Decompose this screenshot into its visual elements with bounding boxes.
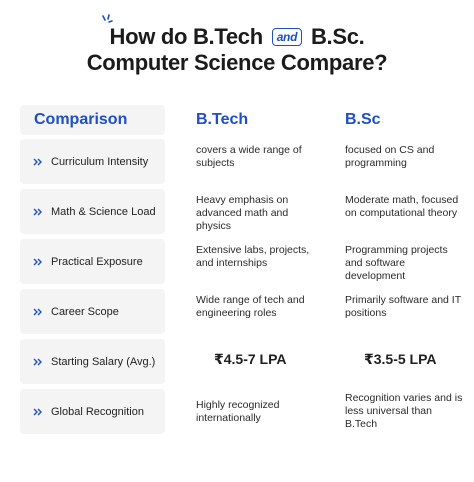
table-row	[0, 139, 474, 184]
page-title	[0, 24, 474, 76]
header-bsc: B.Sc	[345, 111, 381, 128]
row-label-box	[20, 289, 165, 334]
btech-salary: ₹4.5-7 LPA	[214, 351, 287, 367]
header-btech: B.Tech	[196, 111, 249, 128]
double-chevron-right-icon	[33, 258, 43, 266]
title-part-2: B.Sc.	[310, 24, 365, 49]
title-line-2: Computer Science Compare?	[86, 50, 388, 75]
table-row	[0, 389, 474, 434]
header-comparison: Comparison	[20, 105, 165, 135]
row-label: Math & Science Load	[51, 205, 156, 218]
bsc-cell: focused on CS and programming	[345, 144, 435, 169]
row-label: Curriculum Intensity	[51, 155, 149, 168]
and-badge: and	[272, 28, 302, 46]
table-row	[0, 339, 474, 384]
bsc-cell: Programming projects and software development	[345, 244, 448, 282]
row-label-box	[20, 139, 165, 184]
row-label: Global Recognition	[51, 405, 144, 418]
bsc-salary: ₹3.5-5 LPA	[364, 351, 437, 367]
title-part-1: How do B.Tech	[109, 24, 263, 49]
double-chevron-right-icon	[33, 158, 43, 166]
btech-cell: Extensive labs, projects, and internships	[196, 244, 310, 269]
row-label: Practical Exposure	[51, 255, 143, 268]
double-chevron-right-icon	[33, 408, 43, 416]
btech-cell: Heavy emphasis on advanced math and physics	[196, 194, 289, 232]
row-label-box	[20, 239, 165, 284]
row-label: Starting Salary (Avg.)	[51, 355, 156, 368]
table-row	[0, 189, 474, 234]
double-chevron-right-icon	[33, 208, 43, 216]
btech-cell: Wide range of tech and engineering roles	[196, 294, 305, 319]
row-label-box	[20, 389, 165, 434]
row-label-box	[20, 189, 165, 234]
table-header	[0, 105, 474, 135]
double-chevron-right-icon	[33, 358, 43, 366]
double-chevron-right-icon	[33, 308, 43, 316]
row-label-box	[20, 339, 165, 384]
bsc-cell: Moderate math, focused on computational theory	[345, 194, 459, 219]
bsc-cell: Recognition varies and is less universal than B.Tech	[345, 392, 463, 430]
bsc-cell: Primarily software and IT positions	[345, 294, 461, 319]
row-label: Career Scope	[51, 305, 119, 318]
btech-cell: Highly recognized internationally	[196, 399, 280, 424]
btech-cell: covers a wide range of subjects	[196, 144, 302, 169]
table-row	[0, 239, 474, 284]
table-row	[0, 289, 474, 334]
